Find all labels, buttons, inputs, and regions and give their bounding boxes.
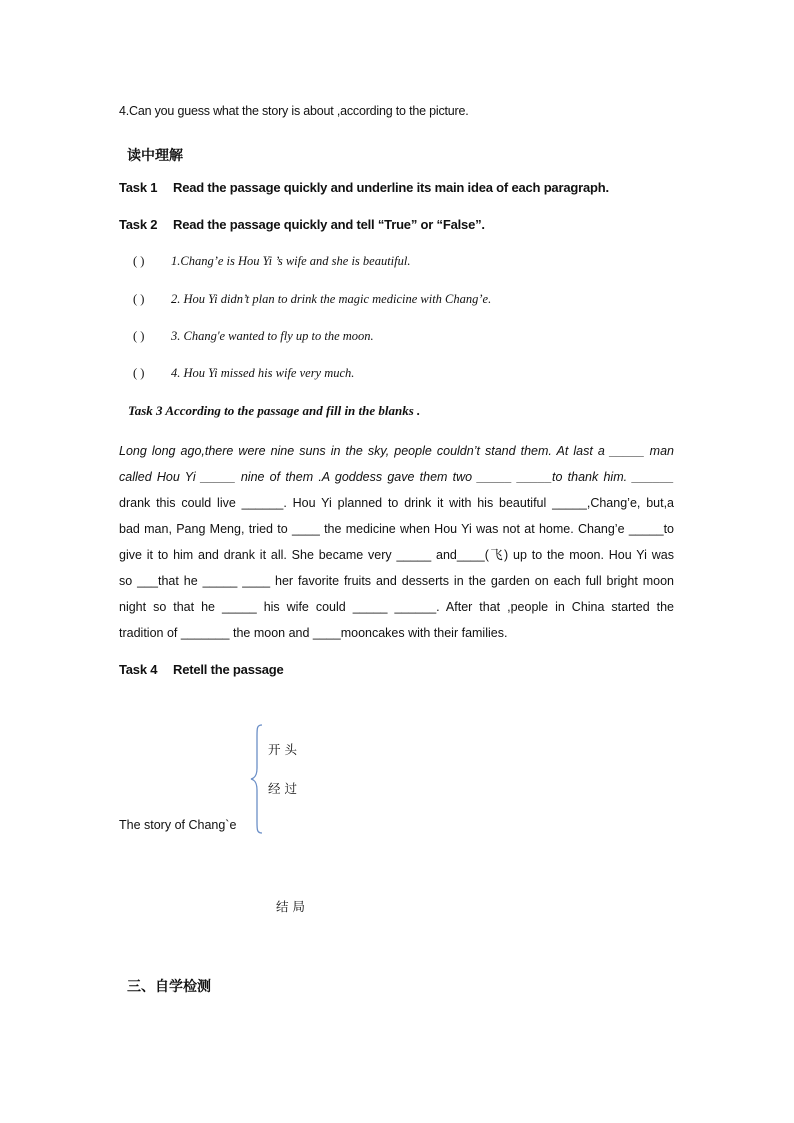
passage-line: called Hou Yi _____ nine of them .A goddess gave them two _____ _____to thank him. ______ (119, 470, 674, 484)
passage-line: so ___that he _____ ____ her favorite fruits and desserts in the garden on each full bright moon (119, 574, 674, 588)
question-4: 4.Can you guess what the story is about ,according to the picture. (119, 104, 469, 118)
passage-line: drank this could live ______. Hou Yi planned to drink it with his beautiful _____,Chang’e, but,a (119, 496, 674, 510)
task-4 (119, 662, 284, 677)
answer-blank[interactable]: ( ) (133, 366, 145, 380)
tf-item-text: 4. Hou Yi missed his wife very much. (171, 366, 355, 380)
passage-line: tradition of _______ the moon and ____mooncakes with their families. (119, 626, 508, 640)
passage-line: bad man, Pang Meng, tried to ____ the medicine when Hou Yi was not at home. Chang’e _____to (119, 522, 674, 536)
fill-in-passage (119, 438, 674, 646)
passage-line: give it to him and drank it all. She became very _____ and____(飞) up to the moon. Hou Yi was (119, 548, 674, 562)
tf-item-3 (133, 329, 374, 344)
passage-line: night so that he _____ his wife could _____ ______. After that ,people in China started the (119, 600, 674, 614)
task-3: Task 3 According to the passage and fill in the blanks . (128, 403, 421, 418)
tf-item-2 (133, 292, 491, 307)
diagram-root: The story of Chang`e (119, 818, 237, 832)
diagram-process: 经 过 (268, 781, 297, 796)
task-1-number: Task 1 (119, 180, 158, 195)
tf-item-text: 3. Chang'e wanted to fly up to the moon. (171, 329, 374, 343)
task-2 (119, 217, 485, 232)
passage-line: Long long ago,there were nine suns in the sky, people couldn’t stand them. At last a _____ man (119, 444, 674, 458)
section-heading-reading: 读中理解 (127, 147, 183, 163)
tf-item-text: 1.Chang’e is Hou Yi ’s wife and she is beautiful. (171, 254, 411, 268)
task-4-text: Retell the passage (173, 662, 284, 677)
task-4-number: Task 4 (119, 662, 158, 677)
task-1 (119, 180, 609, 195)
answer-blank[interactable]: ( ) (133, 254, 145, 268)
diagram-beginning: 开 头 (268, 742, 297, 757)
tf-item-4 (133, 366, 354, 381)
curly-brace-icon (248, 722, 268, 836)
section-heading-selfcheck: 三、自学检测 (127, 978, 211, 994)
task-2-text: Read the passage quickly and tell “True” or “False”. (173, 217, 485, 232)
diagram-ending: 结 局 (276, 899, 305, 914)
tf-item-text: 2. Hou Yi didn’t plan to drink the magic medicine with Chang’e. (171, 292, 492, 306)
task-1-text: Read the passage quickly and underline its main idea of each paragraph. (173, 180, 609, 195)
answer-blank[interactable]: ( ) (133, 329, 145, 343)
answer-blank[interactable]: ( ) (133, 292, 145, 306)
task-2-number: Task 2 (119, 217, 158, 232)
tf-item-1 (133, 254, 410, 269)
